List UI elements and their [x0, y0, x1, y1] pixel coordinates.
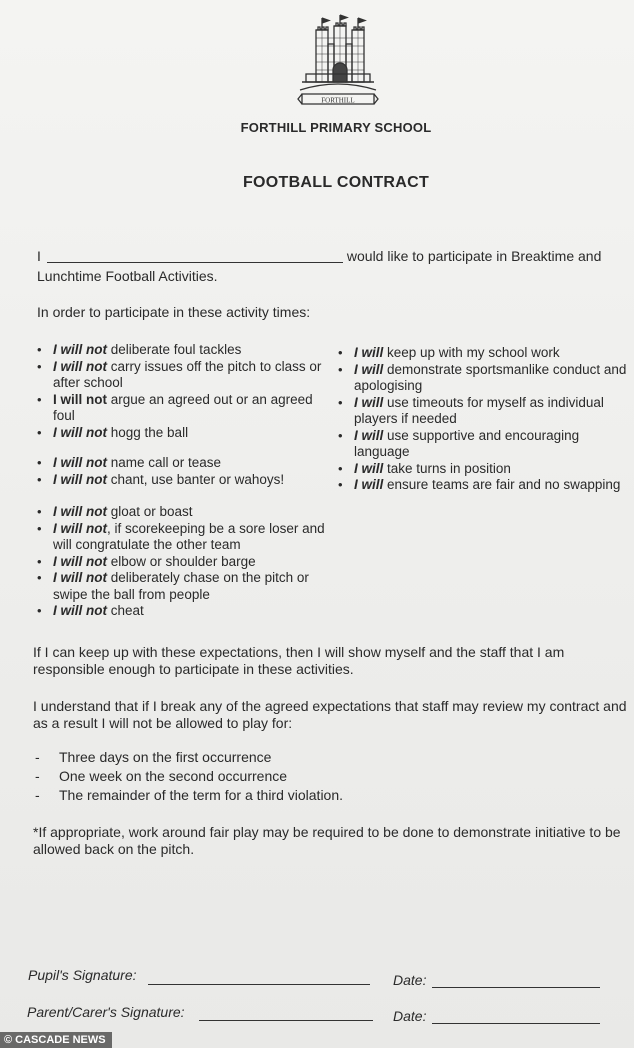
rule-item: • I will take turns in position	[338, 461, 628, 478]
rule-item: • I will not elbow or shoulder barge	[37, 554, 337, 571]
rule-item: • I will not gloat or boast	[37, 504, 337, 521]
school-crest-logo	[296, 14, 380, 112]
rule-item: • I will use timeouts for myself as individual players if needed	[338, 395, 628, 428]
intro-prefix: I	[37, 248, 41, 264]
name-blank-line[interactable]	[47, 262, 343, 263]
crest-banner-text: FORTHILL	[321, 96, 355, 105]
school-name: FORTHILL PRIMARY SCHOOL	[240, 120, 432, 135]
penalty-item: - Three days on the first occurrence	[33, 748, 343, 767]
rule-item: • I will not chant, use banter or wahoys!	[37, 472, 337, 489]
penalty-item: - One week on the second occurrence	[33, 767, 343, 786]
rule-item: • I will not argue an agreed out or an agreed foul	[37, 392, 337, 425]
rule-item: • I will not name call or tease	[37, 455, 337, 472]
parent-date-label: Date:	[393, 1008, 427, 1024]
rule-item: • I will ensure teams are fair and no swapping	[338, 477, 628, 494]
rule-item: • I will keep up with my school work	[338, 345, 628, 362]
intro-statement	[37, 246, 627, 286]
rule-item: • I will not hogg the ball	[37, 425, 337, 442]
rules-lead-text: In order to participate in these activity times:	[37, 304, 311, 320]
pupil-date-label: Date:	[393, 972, 427, 988]
understanding-paragraph: I understand that if I break any of the agreed expectations that staff may review my contract and as a result I will not be allowed to play for:	[33, 698, 627, 731]
expectations-paragraph: If I can keep up with these expectations, then I will show myself and the staff that I am responsible enough to participate in these activities.	[33, 644, 565, 677]
parent-signature-label: Parent/Carer's Signature:	[27, 1004, 185, 1020]
rule-item: • I will not, if scorekeeping be a sore loser and will congratulate the other team	[37, 521, 337, 554]
rule-item: • I will not deliberately chase on the pitch or swipe the ball from people	[37, 570, 337, 603]
pupil-date-line[interactable]	[432, 987, 600, 988]
pupil-signature-label: Pupil's Signature:	[28, 967, 137, 983]
rule-item: • I will demonstrate sportsmanlike conduct and apologising	[338, 362, 628, 395]
pupil-signature-line[interactable]	[148, 984, 370, 985]
will-rules-list	[338, 345, 628, 494]
penalty-item: - The remainder of the term for a third violation.	[33, 786, 343, 805]
source-watermark: © CASCADE NEWS	[0, 1032, 112, 1048]
parent-date-line[interactable]	[432, 1023, 600, 1024]
will-not-rules-list	[37, 342, 337, 620]
footnote-paragraph: *If appropriate, work around fair play may be required to be done to demonstrate initiative to be allowed back on the pitch.	[33, 824, 621, 857]
document-title: FOOTBALL CONTRACT	[242, 174, 430, 191]
intro-text: would like to participate in Breaktime and Lunchtime Football Activities.	[37, 248, 602, 284]
rule-item: • I will use supportive and encouraging language	[338, 428, 628, 461]
parent-signature-line[interactable]	[199, 1020, 373, 1021]
rule-item: • I will not carry issues off the pitch to class or after school	[37, 359, 337, 392]
penalties-list	[33, 748, 343, 805]
rule-item: • I will not deliberate foul tackles	[37, 342, 337, 359]
rule-item: • I will not cheat	[37, 603, 337, 620]
